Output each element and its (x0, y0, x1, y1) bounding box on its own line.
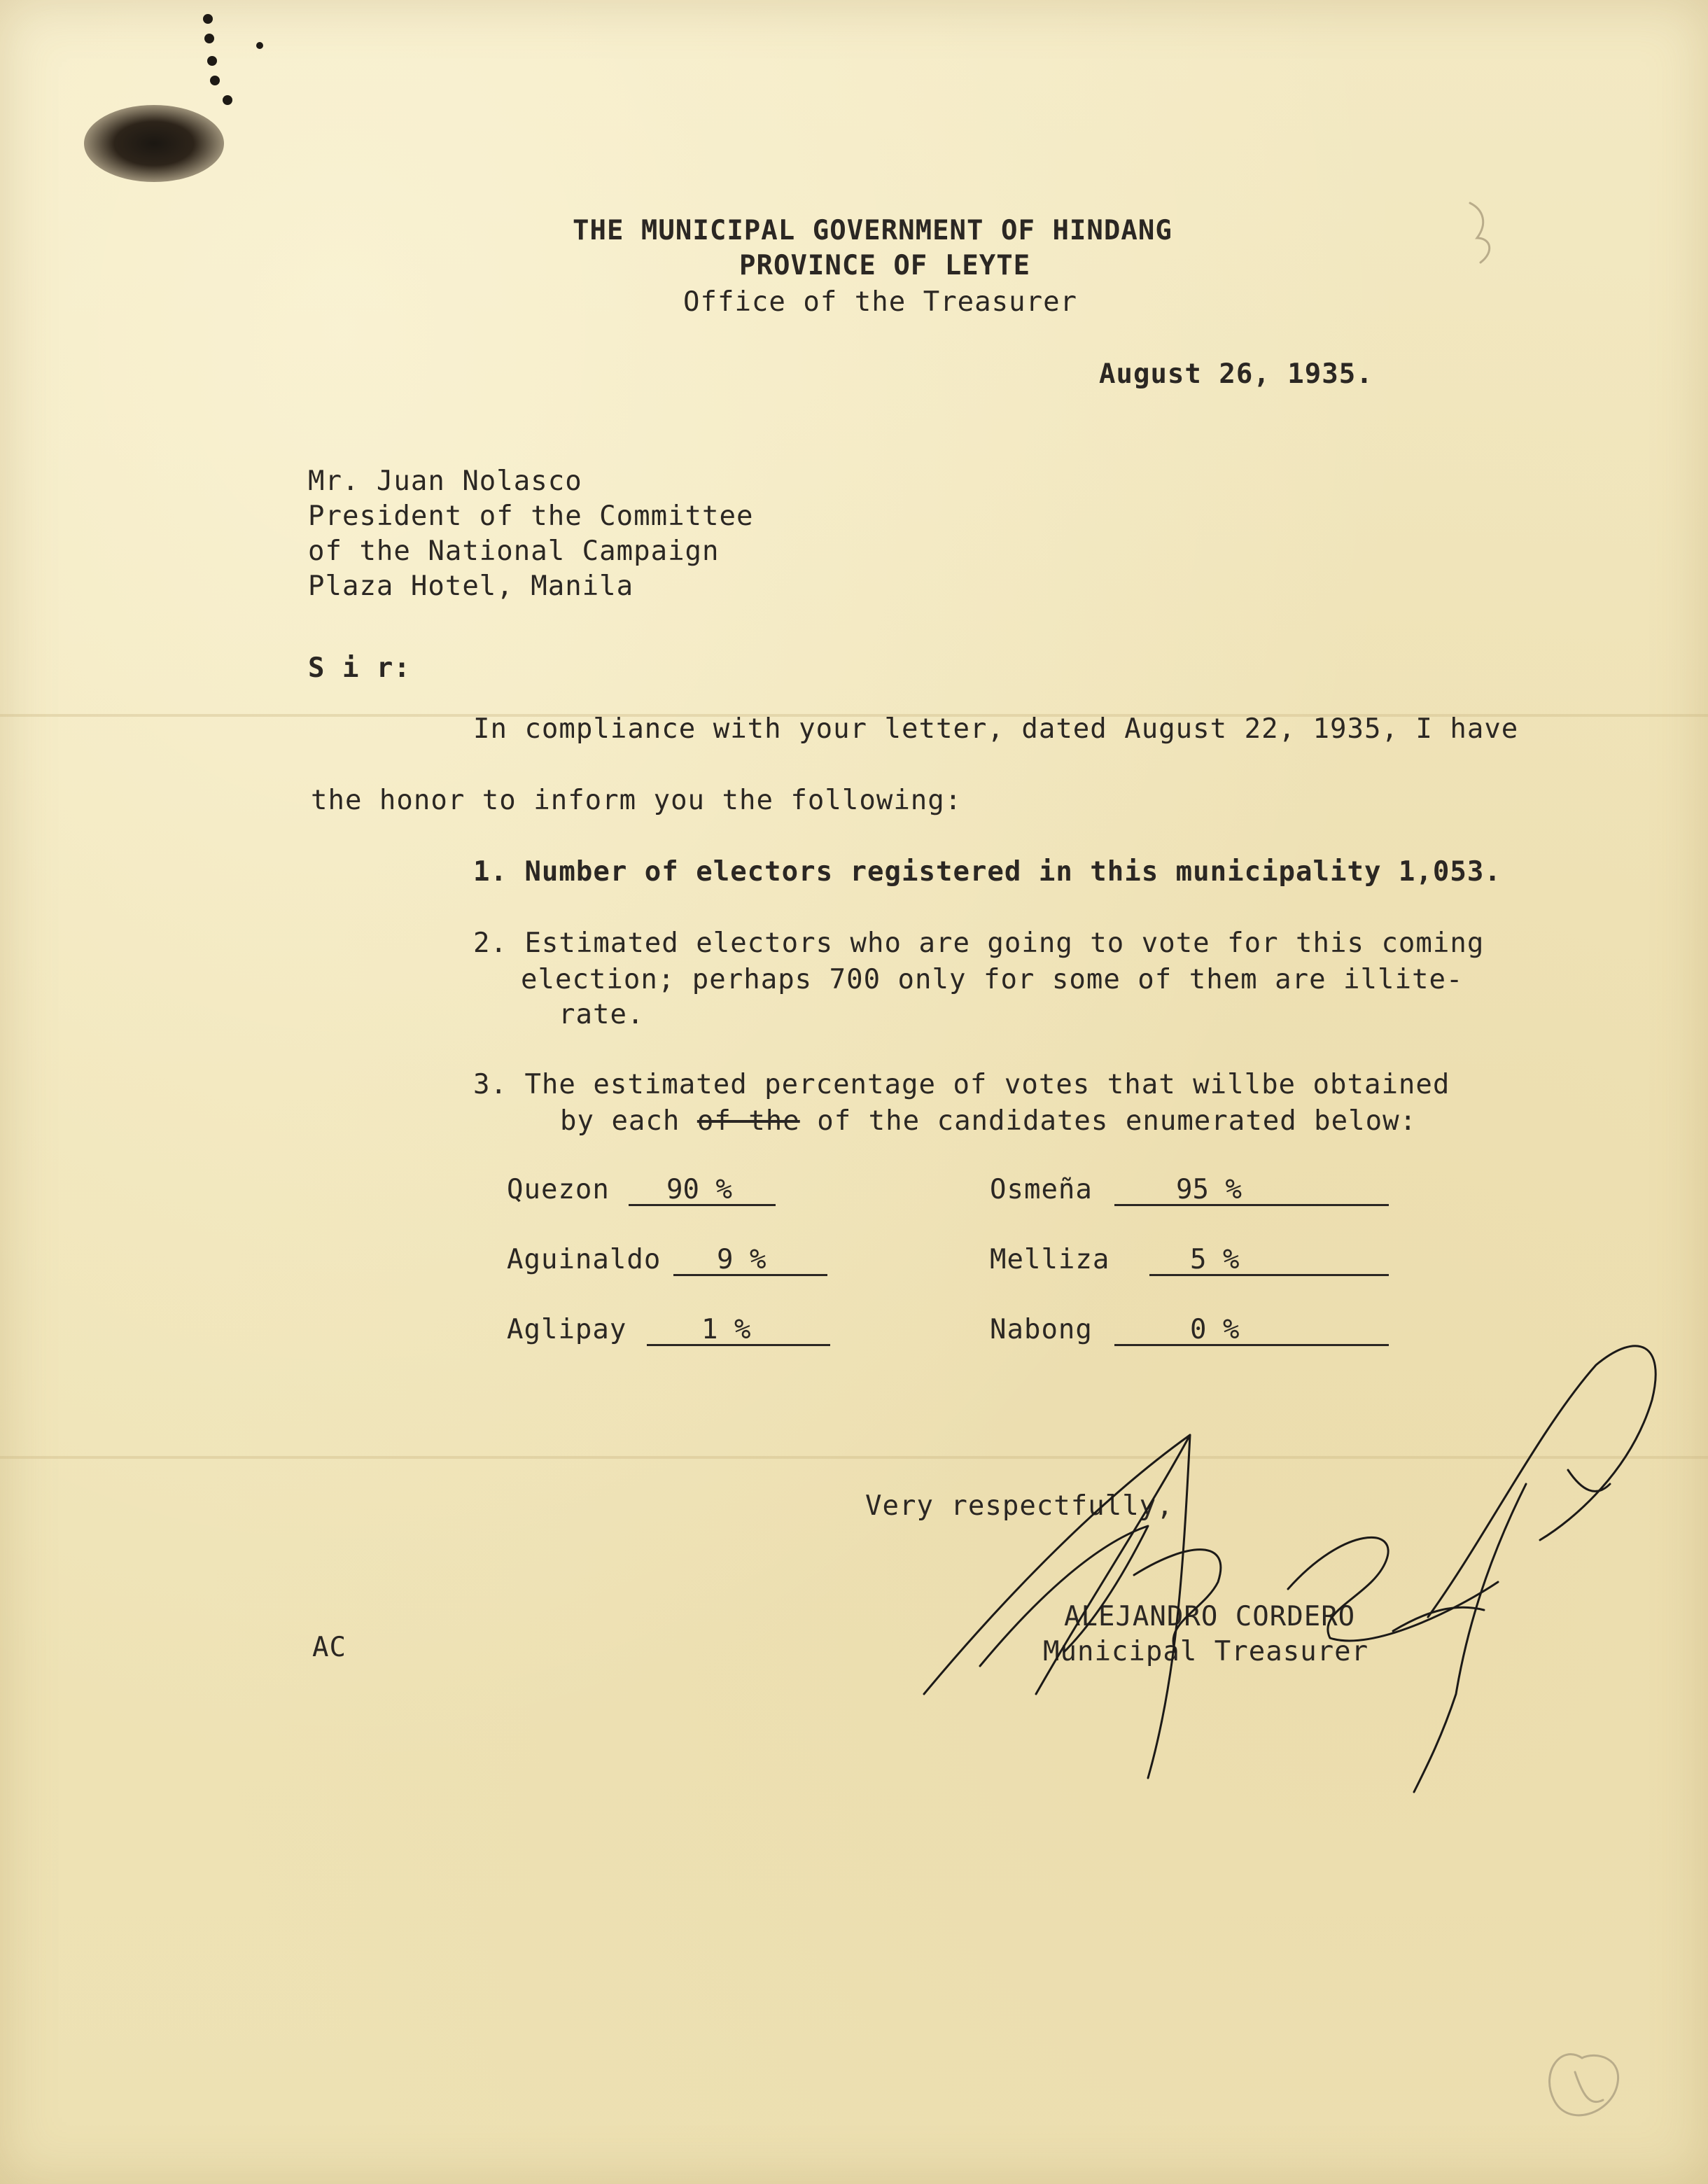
closing: Very respectfully, (865, 1490, 1174, 1522)
letter-date: August 26, 1935. (1099, 358, 1373, 390)
letterhead-line-2: PROVINCE OF LEYTE (739, 250, 1031, 281)
candidate-name-aglipay: Aglipay (507, 1314, 627, 1345)
addressee-name: Mr. Juan Nolasco (308, 465, 582, 497)
item-3-line-1: 3. The estimated percentage of votes that willbe obtained (473, 1069, 1450, 1100)
addressee-address: Plaza Hotel, Manila (308, 570, 634, 602)
candidate-name-melliza: Melliza (990, 1244, 1110, 1275)
addressee-title-line-2: of the National Campaign (308, 536, 720, 567)
item-1: 1. Number of electors registered in this municipality 1,053. (473, 856, 1502, 888)
candidate-value-osmena: 95 % (1176, 1174, 1242, 1205)
item-2-line-1: 2. Estimated electors who are going to vote for this coming (473, 927, 1485, 959)
candidate-name-nabong: Nabong (990, 1314, 1093, 1345)
item-2-line-3: rate. (559, 999, 645, 1030)
intro-line-1: In compliance with your letter, dated August 22, 1935, I have (473, 713, 1519, 745)
candidate-value-melliza: 5 % (1190, 1244, 1240, 1275)
letterhead-line-3: Office of the Treasurer (683, 286, 1078, 318)
addressee-title-line-1: President of the Committee (308, 500, 754, 532)
item-2-line-2: election; perhaps 700 only for some of them are illite- (521, 964, 1464, 995)
pencil-mark (1470, 203, 1490, 262)
candidate-value-nabong: 0 % (1190, 1314, 1240, 1345)
typist-initials: AC (312, 1632, 346, 1663)
item-3-struck-text: of the (696, 1105, 800, 1137)
pencil-mark (1550, 2054, 1618, 2115)
item-3-text-a: by each (560, 1105, 680, 1137)
candidate-name-osmena: Osmeña (990, 1174, 1093, 1205)
candidate-value-aguinaldo: 9 % (717, 1244, 766, 1275)
signatory-name: ALEJANDRO CORDERO (1064, 1601, 1356, 1632)
candidate-value-quezon: 90 % (666, 1174, 732, 1205)
candidate-name-aguinaldo: Aguinaldo (507, 1244, 662, 1275)
candidate-value-aglipay: 1 % (701, 1314, 751, 1345)
candidate-name-quezon: Quezon (507, 1174, 610, 1205)
salutation: S i r: (308, 652, 411, 684)
pencil-mark (1575, 2072, 1603, 2102)
letterhead-line-1: THE MUNICIPAL GOVERNMENT OF HINDANG (573, 215, 1172, 246)
intro-line-2: the honor to inform you the following: (311, 785, 962, 816)
item-3-text-b: of the candidates enumerated below: (817, 1105, 1418, 1137)
signatory-title: Municipal Treasurer (1043, 1636, 1369, 1667)
